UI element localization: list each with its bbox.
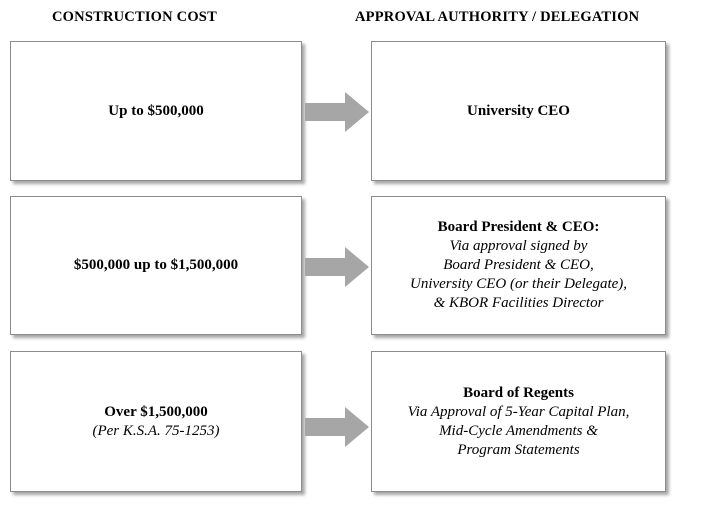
cost-label-3: Over $1,500,000 [104, 403, 208, 420]
cost-label-1: Up to $500,000 [108, 102, 204, 119]
authority-title-2: Board President & CEO: [437, 219, 600, 235]
authority-line: Mid-Cycle Amendments & [439, 422, 598, 439]
authority-line: Board President & CEO, [443, 257, 594, 273]
authority-line: & KBOR Facilities Director [433, 295, 604, 311]
authority-title-1: University CEO [467, 102, 570, 119]
cost-label-2: $500,000 up to $1,500,000 [73, 257, 239, 273]
cost-box-1 [10, 41, 302, 181]
authority-box-2 [371, 196, 666, 335]
authority-box-1 [371, 41, 666, 181]
authority-line: Program Statements [457, 441, 580, 458]
approval-authority-header: APPROVAL AUTHORITY / DELEGATION [355, 9, 640, 25]
cost-box-2 [10, 196, 302, 335]
right-arrow-icon [305, 407, 369, 447]
cost-box-3 [10, 351, 302, 492]
right-arrow-icon [305, 247, 369, 287]
authority-title-3: Board of Regents [463, 384, 574, 401]
authority-line: Via Approval of 5-Year Capital Plan, [407, 403, 630, 420]
authority-box-3 [371, 351, 666, 492]
authority-line: Via approval signed by [449, 238, 588, 254]
right-arrow-icon [305, 92, 369, 132]
construction-cost-header: CONSTRUCTION COST [52, 9, 217, 25]
cost-note-3: (Per K.S.A. 75-1253) [92, 422, 220, 439]
authority-line: University CEO (or their Delegate), [409, 276, 628, 292]
